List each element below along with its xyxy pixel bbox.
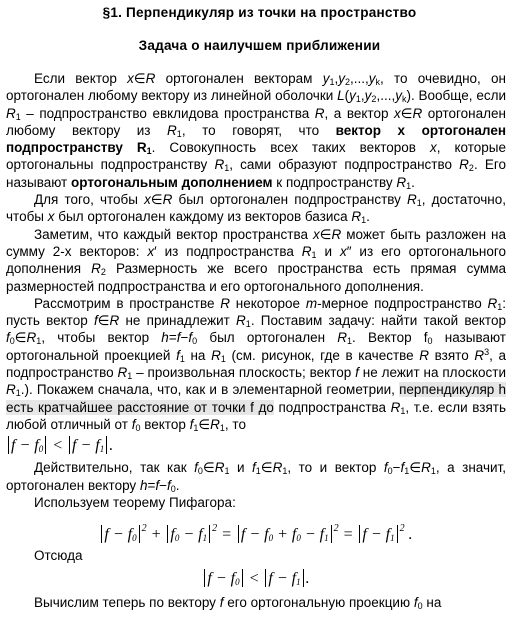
- inequality-formula: $f - f_0 < f - f_1$ .: [6, 433, 506, 459]
- paragraph-2: Для того, чтобы x∈R был ортогонален подпространству $R_1$, достаточно, чтобы x был ортогонален каждому из векторов базиса $R_1$.: [6, 192, 506, 226]
- pythagoras-formula: $f - f_0^2 + f_0 - f_1^2 = f - f_0 + f_0 - f_1^2 = f - f_1^2$ .: [6, 511, 506, 547]
- document-body: [6, 70, 506, 612]
- paragraph-1: Если вектор x∈R ортогонален векторам $y_1,y_2,...,y_k$, то очевидно, он ортогонален любому вектору из линейной оболочки $L(y_1,y_2,...,y_k)$. Вообще, если $R_1$ – подпространство евклидова пространства R, а вектор x∈R ортогонален любому вектору из $R_1$, то говорят, что вектор x ортогонален подпространству $R_1$. Совокупность всех таких векторов x, которые ортогональны подпространству $R_1$, сами образуют подпространство $R_2$. Его называют ортогональным дополнением к подпространству $R_1$.: [6, 71, 506, 191]
- result-formula: $f - f_0 < f - f_1$ .: [6, 564, 506, 594]
- paragraph-5: Действительно, так как $f_0\in R_1$ и $f_1\in R_1$, то и вектор $f_0-f_1\in R_1$, а значит, ортогонален вектору $h=f-f_0$.: [6, 460, 506, 494]
- paragraph-8: Вычислим теперь по вектору f его ортогональную проекцию $f_0$ на: [34, 595, 442, 612]
- problem-title: Задача о наилучшем приближении: [138, 38, 381, 53]
- paragraph-3: Заметим, что каждый вектор пространства x∈R может быть разложен на сумму 2-х векторов: x′ из подпространства $R_1$ и x″ из его ортогонального дополнения $R_2$ Размерность же всего пространства есть прямая сумма размерностей подпространства и его ортогонального дополнения.: [6, 226, 507, 294]
- paragraph-4: Рассмотрим в пространстве R некоторое m-мерное подпространство $R_1$: пусть вектор f∈R не принадлежит $R_1$. Поставим задачу: найти такой вектор $f_0\in R_1$, чтобы вектор $h=f-f_0$ был ортогонален $R_1$. Вектор $f_0$ называют ортогональной проекцией $f_1$ на $R_1$ (см. рисунок, где в качестве R взято $R^3$, а подпространство $R_1$ – произвольная плоскость; вектор f не лежит на плоскости $R_1$.). Покажем сначала, что, как и в элементарной геометрии, перпендикуляр h есть кратчайшее расстояние от точки f до подпространства $R_1$, т.е. если взять любой отличный от $f_0$ вектор $f_1\in R_1$, то: [6, 295, 507, 433]
- paragraph-7: Отсюда: [34, 548, 83, 564]
- paragraph-6: Используем теорему Пифагора:: [34, 494, 236, 510]
- section-title: §1. Перпендикуляр из точки на пространство: [102, 5, 417, 20]
- highlighted-statement: перпендикуляр h есть кратчайшее расстояние от точки f до: [6, 382, 506, 415]
